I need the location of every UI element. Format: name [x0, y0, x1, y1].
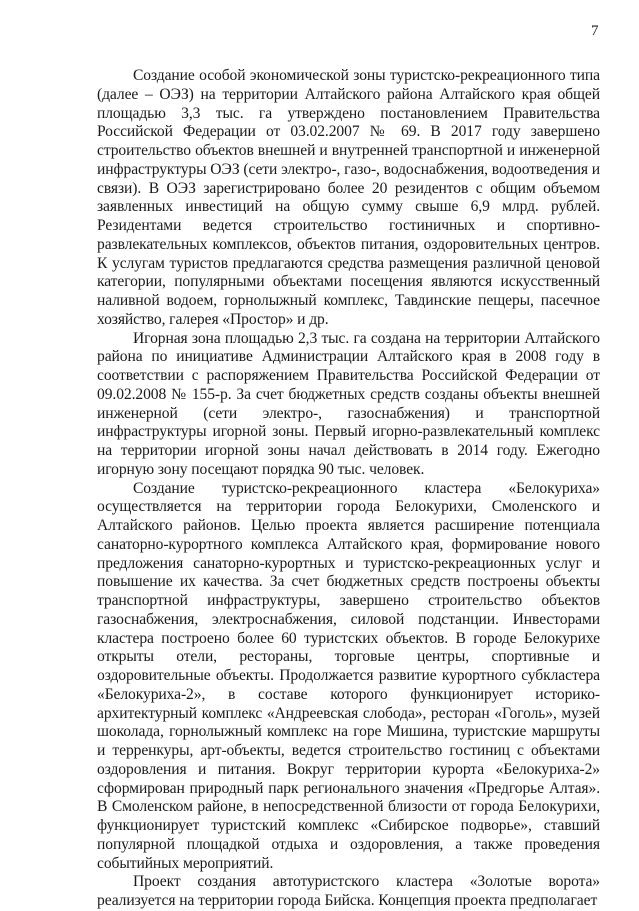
paragraph-gambling-zone: Игорная зона площадью 2,3 тыс. га создана на территории Алтайского района по инициативе Администрации Алтайского края в 2008 году в соответствии с распоряжением Правительства Российской Федерации от 09.02.2008 № 155-р. За счет бюджетных средств созданы объекты внешней инженерной (сети электро-, газоснабжения) и транспортной инфраструктуры игорной зоны. Первый игорно-развлекательный комплекс на территории игорной зоны начал действовать в 2014 году. Ежегодно игорную зону посещают порядка 90 тыс. человек.: [97, 329, 600, 478]
paragraph-belokurikha-cluster: Создание туристско-рекреационного кластера «Белокуриха» осуществляется на территории города Белокурихи, Смоленского и Алтайского районов. Целью проекта является расширение потенциала санаторно-курортного комплекса Алтайского края, формирование нового предложения санаторно-курортных и туристско-рекреационных услуг и повышение их качества. За счет бюджетных средств построены объекты транспортной инфраструктуры, завершено строительство объектов газоснабжения, электроснабжения, силовой подстанции. Инвесторами кластера построено более 60 туристских объектов. В городе Белокурихе открыты отели, рестораны, торговые центры, спортивные и оздоровительные объекты. Продолжается развитие курортного субкластера «Белокуриха-2», в составе которого функционирует историко-архитектурный комплекс «Андреевская слобода», ресторан «Гоголь», музей шоколада, горнолыжный комплекс на горе Мишина, туристские маршруты и терренкуры, арт-объекты, ведется строительство гостиниц с объектами оздоровления и питания. Вокруг территории курорта «Белокуриха-2» сформирован природный парк регионального значения «Предгорье Алтая». В Смоленском районе, в непосредственной близости от города Белокурихи, функционирует туристский комплекс «Сибирское подворье», ставший популярной площадкой отдыха и оздоровления, а также проведения событийных мероприятий.: [97, 479, 600, 872]
paragraph-oez: Создание особой экономической зоны туристско-рекреационного типа (далее – ОЭЗ) на территории Алтайского района Алтайского края общей площадью 3,3 тыс. га утверждено постановлением Правительства Российской Федерации от 03.02.2007 № 69. В 2017 году завершено строительство объектов внешней и внутренней транспортной и инженерной инфраструктуры ОЭЗ (сети электро-, газо-, водоснабжения, водоотведения и связи). В ОЭЗ зарегистрировано более 20 резидентов с общим объемом заявленных инвестиций на общую сумму свыше 6,9 млрд. рублей. Резидентами ведется строительство гостиничных и спортивно-развлекательных комплексов, объектов питания, оздоровительных центров. К услугам туристов предлагаются средства размещения различной ценовой категории, популярными объектами посещения являются искусственный наливной водоем, горнолыжный комплекс, Тавдинские пещеры, пасечное хозяйство, галерея «Простор» и др.: [97, 67, 600, 328]
document-body: [97, 67, 600, 911]
paragraph-golden-gates-cluster: Проект создания автотуристского кластера «Золотые ворота» реализуется на территории города Бийска. Концепция проекта предполагает: [97, 873, 600, 909]
page-number: 7: [591, 23, 599, 39]
